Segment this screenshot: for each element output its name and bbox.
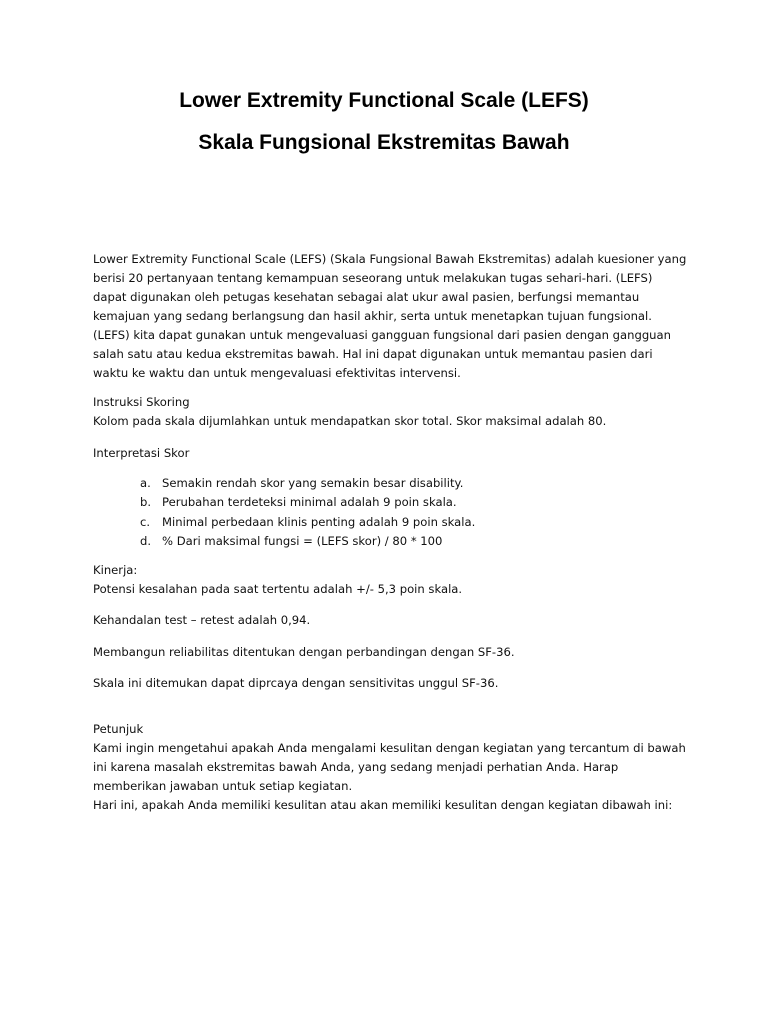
document-title-indonesian: Skala Fungsional Ekstremitas Bawah xyxy=(198,131,570,154)
instructions-line: ini karena masalah ekstremitas bawah Anda, yang sedang menjadi perhatian Anda. Harap xyxy=(93,760,619,774)
list-item-marker: b. xyxy=(140,495,152,510)
sensitivity-paragraph xyxy=(93,674,693,693)
intro-line: salah satu atau kedua ekstremitas bawah. Hal ini dapat digunakan untuk memantau pasien dari xyxy=(93,347,653,361)
instructions-line: memberikan jawaban untuk setiap kegiatan. xyxy=(93,779,353,793)
list-item xyxy=(140,532,475,551)
validity-text: Membangun reliabilitas ditentukan dengan perbandingan dengan SF-36. xyxy=(93,645,515,659)
intro-line: berisi 20 pertanyaan tentang kemampuan seseorang untuk melakukan tugas sehari-hari. (LEFS) xyxy=(93,271,653,285)
instructions-section xyxy=(93,720,693,815)
intro-line: kemajuan yang sedang berlangsung dan hasil akhir, serta untuk menetapkan tujuan fungsional. xyxy=(93,309,652,323)
reliability-text: Kehandalan test – retest adalah 0,94. xyxy=(93,613,311,627)
intro-line: waktu ke waktu dan untuk mengevaluasi efektivitas intervensi. xyxy=(93,366,461,380)
performance-text: Potensi kesalahan pada saat tertentu adalah +/- 5,3 poin skala. xyxy=(93,582,463,596)
scoring-text: Kolom pada skala dijumlahkan untuk mendapatkan skor total. Skor maksimal adalah 80. xyxy=(93,414,607,428)
list-item-text: Minimal perbedaan klinis penting adalah 9 poin skala. xyxy=(162,514,476,529)
instructions-line: Kami ingin mengetahui apakah Anda mengalami kesulitan dengan kegiatan yang tercantum di bawah xyxy=(93,741,686,755)
list-item xyxy=(140,474,475,493)
instructions-heading: Petunjuk xyxy=(93,722,144,736)
document-title-english: Lower Extremity Functional Scale (LEFS) xyxy=(179,89,589,112)
intro-line: dapat digunakan oleh petugas kesehatan sebagai alat ukur awal pasien, berfungsi memantau xyxy=(93,290,640,304)
performance-heading: Kinerja: xyxy=(93,563,138,577)
list-item xyxy=(140,513,475,532)
list-item-marker: d. xyxy=(140,533,152,548)
interpretation-list xyxy=(140,474,475,551)
reliability-paragraph xyxy=(93,611,693,630)
scoring-heading: Instruksi Skoring xyxy=(93,395,190,409)
list-item-text: Semakin rendah skor yang semakin besar disability. xyxy=(162,476,464,490)
sensitivity-text: Skala ini ditemukan dapat diprcaya dengan sensitivitas unggul SF-36. xyxy=(93,676,499,690)
scoring-section xyxy=(93,393,693,431)
interpretation-section xyxy=(93,444,693,463)
list-item-text: Perubahan terdeteksi minimal adalah 9 poin skala. xyxy=(162,495,457,510)
validity-paragraph xyxy=(93,643,693,662)
performance-section xyxy=(93,561,693,599)
list-item-marker: a. xyxy=(140,476,151,490)
intro-paragraph xyxy=(93,250,693,383)
intro-line: Lower Extremity Functional Scale (LEFS) (Skala Fungsional Bawah Ekstremitas) adalah kuesioner yang xyxy=(93,252,687,266)
list-item-marker: c. xyxy=(140,514,151,529)
interpretation-heading: Interpretasi Skor xyxy=(93,446,190,460)
intro-line: (LEFS) kita dapat gunakan untuk mengevaluasi gangguan fungsional dari pasien dengan gangguan xyxy=(93,328,671,342)
list-item xyxy=(140,493,475,512)
list-item-text: % Dari maksimal fungsi = (LEFS skor) / 80 * 100 xyxy=(162,533,443,548)
instructions-line: Hari ini, apakah Anda memiliki kesulitan atau akan memiliki kesulitan dengan kegiatan dibawah ini: xyxy=(93,798,673,812)
